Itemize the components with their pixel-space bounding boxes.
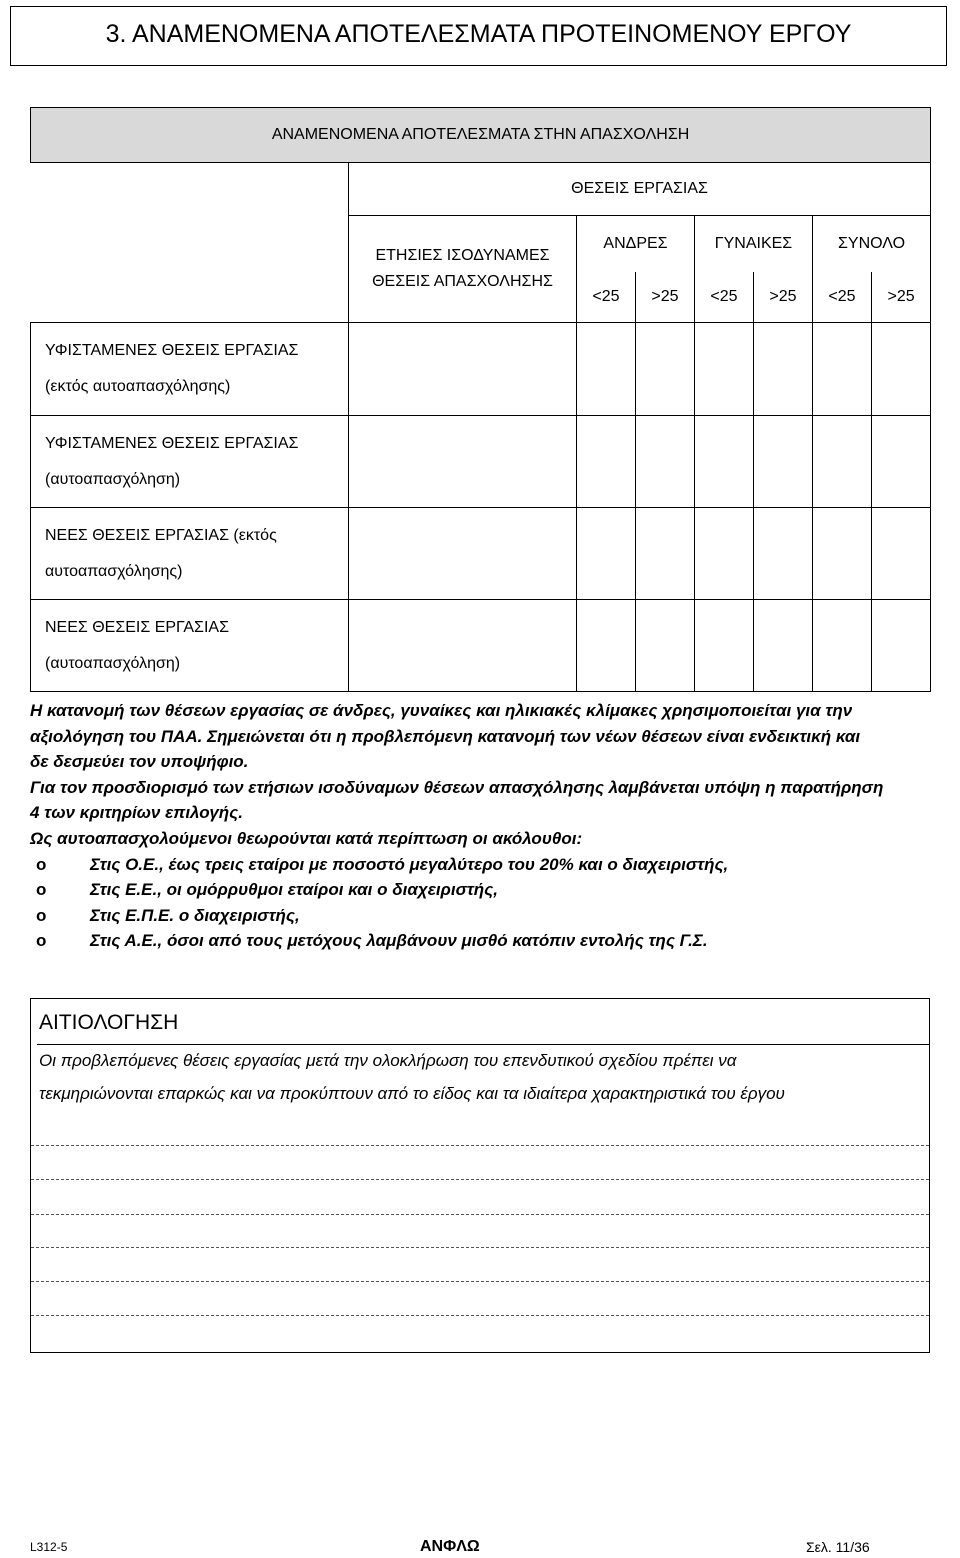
total-header: ΣΥΝΟΛΟ [813,216,931,273]
table-row [31,323,931,416]
women-under-25-input[interactable] [695,508,754,600]
row-label-line1: ΝΕΕΣ ΘΕΣΕΙΣ ΕΡΓΑΣΙΑΣ [45,618,229,636]
answer-line[interactable] [31,1315,929,1316]
annual-equivalent-header [349,216,577,323]
women-over-25-input[interactable] [754,600,813,692]
answer-line[interactable] [31,1247,929,1248]
annual-equivalent-input[interactable] [349,323,577,416]
annual-equivalent-input[interactable] [349,508,577,600]
footer-code: L312-5 [30,1540,68,1554]
bullet-marker: o [36,931,47,951]
note-line: 4 των κριτηρίων επιλογής. [30,803,243,823]
row-label-line2: (αυτοαπασχόληση) [45,654,181,672]
total-over-25-input[interactable] [872,416,931,508]
note-line: Η κατανομή των θέσεων εργασίας σε άνδρες, γυναίκες και ηλικιακές κλίμακες χρησιμοποιείται για την [30,701,853,720]
justification-text-line2: τεκμηριώνονται επαρκώς και να προκύπτουν από το είδος και τα ιδιαίτερα χαρακτηριστικά του έργου [39,1084,785,1103]
row-label [31,508,349,600]
justification-box [30,998,930,1353]
bullet-marker: o [36,880,47,900]
total-under-25-input[interactable] [813,600,872,692]
total-over-25-input[interactable] [872,508,931,600]
blank-cell [31,163,349,216]
total-over-25-input[interactable] [872,323,931,416]
row-label-line1: ΥΦΙΣΤΑΜΕΝΕΣ ΘΕΣΕΙΣ ΕΡΓΑΣΙΑΣ [45,342,299,359]
answer-line[interactable] [31,1281,929,1282]
list-item [30,852,945,878]
row-label-line1: ΥΦΙΣΤΑΜΕΝΕΣ ΘΕΣΕΙΣ ΕΡΓΑΣΙΑΣ [45,434,299,452]
total-under-25-header: <25 [813,272,872,323]
women-under-25-input[interactable] [695,600,754,692]
justification-divider [37,1044,929,1045]
note-line: δε δεσμεύει τον υποψήφιο. [30,752,249,772]
row-label [31,416,349,508]
row-label-line2: (εκτός αυτοαπασχόλησης) [45,378,231,395]
men-over-25-input[interactable] [636,416,695,508]
blank-cell [31,216,349,323]
women-under-25-header: <25 [695,272,754,323]
table-row [31,600,931,692]
men-over-25-header: >25 [636,272,695,323]
note-line: αξιολόγηση του ΠΑΑ. Σημειώνεται ότι η προβλεπόμενη κατανομή των νέων θέσεων είναι ενδεικτική και [30,726,861,746]
footer-org: ΑΝΦΛΩ [420,1538,480,1555]
table-row [31,416,931,508]
bullet-text: Στις Α.Ε., όσοι από τους μετόχους λαμβάνουν μισθό κατόπιν εντολής της Γ.Σ. [90,931,708,951]
annual-header-line2: ΘΕΣΕΙΣ ΑΠΑΣΧΟΛΗΣΗΣ [372,273,553,290]
row-label-line1: ΝΕΕΣ ΘΕΣΕΙΣ ΕΡΓΑΣΙΑΣ (εκτός [45,526,277,544]
men-under-25-input[interactable] [577,323,636,416]
note-line: Ως αυτοαπασχολούμενοι θεωρούνται κατά περίπτωση οι ακόλουθοι: [30,828,583,848]
bullet-text: Στις Ε.Π.Ε. ο διαχειριστής, [90,905,300,925]
women-header: ΓΥΝΑΙΚΕΣ [695,216,813,273]
justification-title: ΑΙΤΙΟΛΟΓΗΣΗ [39,1011,179,1034]
annual-equivalent-input[interactable] [349,416,577,508]
men-over-25-input[interactable] [636,323,695,416]
men-under-25-header: <25 [577,272,636,323]
men-header: ΑΝΔΡΕΣ [577,216,695,273]
men-under-25-input[interactable] [577,600,636,692]
men-over-25-input[interactable] [636,600,695,692]
row-label-line2: αυτοαπασχόλησης) [45,562,183,580]
bullet-text: Στις Ο.Ε., έως τρεις εταίροι με ποσοστό μεγαλύτερο του 20% και ο διαχειριστής, [90,854,729,874]
bullet-marker: o [36,854,47,874]
men-over-25-input[interactable] [636,508,695,600]
section-title: 3. ΑΝΑΜΕΝΟΜΕΝΑ ΑΠΟΤΕΛΕΣΜΑΤΑ ΠΡΟΤΕΙΝΟΜΕΝΟΥ ΕΡΓΟΥ [105,20,852,48]
footer-page-number: Σελ. 11/36 [806,1539,870,1555]
notes-section [30,698,945,954]
answer-line[interactable] [31,1214,929,1215]
positions-header: ΘΕΣΕΙΣ ΕΡΓΑΣΙΑΣ [349,163,931,216]
section-title-box [10,6,947,66]
list-item [30,928,945,954]
women-under-25-input[interactable] [695,416,754,508]
women-over-25-input[interactable] [754,323,813,416]
total-under-25-input[interactable] [813,323,872,416]
list-item [30,877,945,903]
annual-header-line1: ΕΤΗΣΙΕΣ ΙΣΟΔΥΝΑΜΕΣ [375,247,550,264]
row-label [31,600,349,692]
table-row [31,508,931,600]
table-title: ΑΝΑΜΕΝΟΜΕΝΑ ΑΠΟΤΕΛΕΣΜΑΤΑ ΣΤΗΝ ΑΠΑΣΧΟΛΗΣΗ [31,108,931,163]
total-under-25-input[interactable] [813,416,872,508]
justification-text-line1: Οι προβλεπόμενες θέσεις εργασίας μετά την ολοκλήρωση του επενδυτικού σχεδίου πρέπει να [39,1051,737,1070]
note-line: Για τον προσδιορισμό των ετήσιων ισοδύναμων θέσεων απασχόλησης λαμβάνεται υπόψη η παρατήρηση [30,777,884,797]
women-over-25-input[interactable] [754,416,813,508]
bullet-text: Στις Ε.Ε., οι ομόρρυθμοι εταίροι και ο διαχειριστής, [90,880,498,900]
list-item [30,903,945,929]
men-under-25-input[interactable] [577,416,636,508]
total-under-25-input[interactable] [813,508,872,600]
women-over-25-input[interactable] [754,508,813,600]
row-label [31,323,349,416]
row-label-line2: (αυτοαπασχόληση) [45,470,181,488]
annual-equivalent-input[interactable] [349,600,577,692]
women-over-25-header: >25 [754,272,813,323]
employment-results-table [30,107,931,692]
total-over-25-header: >25 [872,272,931,323]
bullet-marker: o [36,905,47,925]
total-over-25-input[interactable] [872,600,931,692]
women-under-25-input[interactable] [695,323,754,416]
men-under-25-input[interactable] [577,508,636,600]
answer-line[interactable] [31,1145,929,1146]
answer-line[interactable] [31,1179,929,1180]
